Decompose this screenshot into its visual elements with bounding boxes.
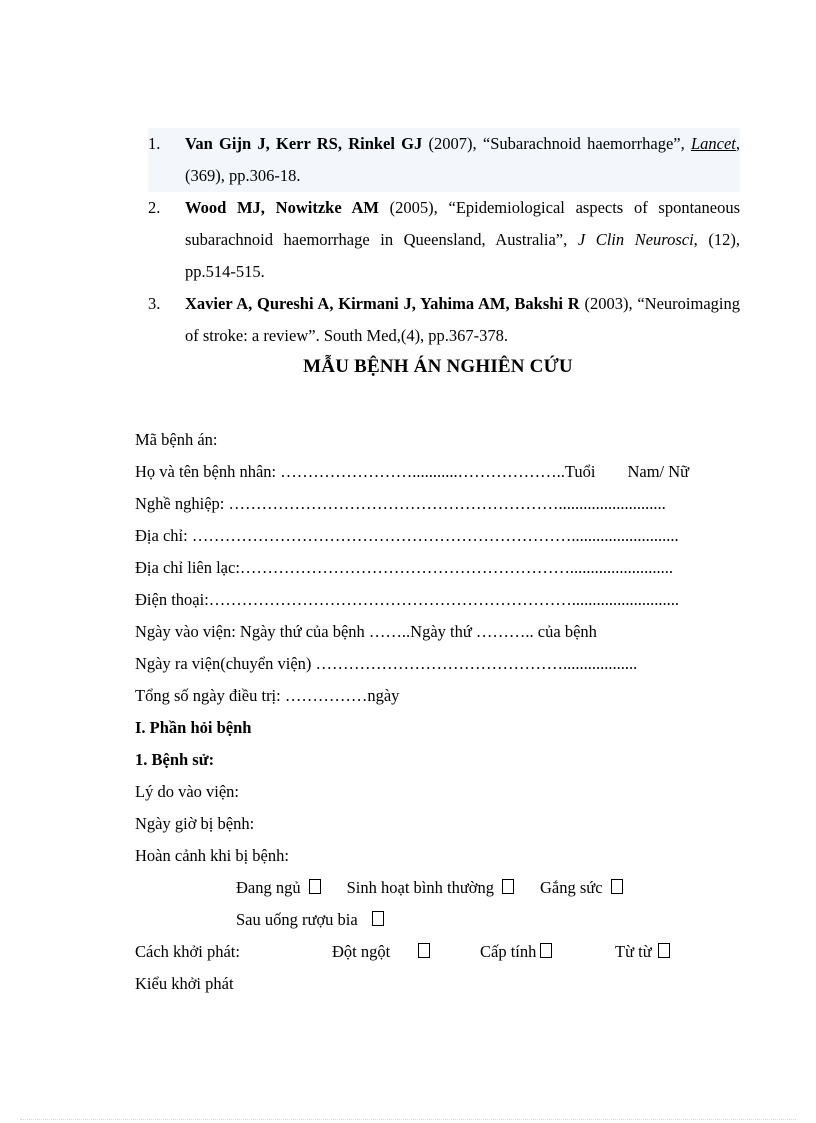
option-dang-ngu	[236, 872, 321, 904]
option-label: Sinh hoạt bình thường	[346, 878, 495, 897]
option-label: Đột ngột	[332, 942, 391, 961]
reference-journal: Lancet	[690, 134, 736, 153]
cach-khoi-phat-label: Cách khởi phát:	[135, 942, 240, 961]
field-dia-chi: Địa chỉ: ……………………………………………………………..........................	[135, 526, 679, 545]
hoan-canh-options-2	[135, 904, 755, 936]
option-label: Từ từ	[615, 942, 652, 961]
field-dien-thoai: Điện thoại:…………………………………………………………..........................	[135, 590, 680, 609]
checkbox[interactable]	[372, 911, 384, 926]
subsection-heading: 1. Bệnh sử:	[135, 750, 215, 769]
reference-authors: Xavier A, Qureshi A, Kirmani J, Yahima AM, Bakshi R	[185, 294, 580, 313]
field-ho-ten	[135, 456, 755, 488]
reference-number: 1.	[148, 134, 161, 153]
field-hoan-canh: Hoàn cảnh khi bị bệnh:	[135, 846, 289, 865]
checkbox[interactable]	[611, 879, 623, 894]
field-ma-benh-an: Mã bệnh án:	[135, 430, 218, 449]
reference-authors: Wood MJ, Nowitzke AM	[185, 198, 379, 217]
field-cach-khoi-phat	[135, 936, 755, 968]
section-heading: I. Phần hỏi bệnh	[135, 718, 252, 737]
field-tong-so-ngay: Tổng số ngày điều trị: ……………ngày	[135, 686, 400, 705]
reference-list	[148, 128, 740, 352]
option-label: Gắng sức	[540, 878, 603, 897]
reference-title: (2003), “Neuroimaging of stroke: a review”. South Med,(4), pp.367-378.	[185, 294, 740, 345]
reference-title: (2007), “Subarachnoid haemorrhage”,	[422, 134, 691, 153]
reference-authors: Van Gijn J, Kerr RS, Rinkel GJ	[185, 134, 423, 153]
option-label: Sau uống rượu bia	[236, 910, 358, 929]
field-ly-do: Lý do vào viện:	[135, 782, 240, 801]
checkbox[interactable]	[418, 943, 430, 958]
field-gioi-tinh-label: Nam/ Nữ	[627, 462, 690, 481]
field-ngay-gio: Ngày giờ bị bệnh:	[135, 814, 255, 833]
hoan-canh-options	[135, 872, 755, 904]
medical-record-form	[135, 424, 755, 1000]
reference-item	[148, 288, 740, 352]
field-ngay-vao-vien: Ngày vào viện: Ngày thứ của bệnh ……..Ngày thứ ……….. của bệnh	[135, 622, 597, 641]
option-sau-uong-ruou	[236, 904, 384, 936]
reference-item	[148, 192, 740, 288]
page-bottom-divider	[20, 1119, 796, 1120]
reference-number: 2.	[148, 198, 161, 217]
reference-journal: J Clin Neurosci	[577, 230, 694, 249]
field-ho-ten-label: Họ và tên bệnh nhân: ……………………...........………………..Tuổi	[135, 462, 596, 481]
reference-number: 3.	[148, 294, 161, 313]
form-title: MẪU BỆNH ÁN NGHIÊN CỨU	[303, 356, 573, 377]
field-nghe-nghiep: Nghề nghiệp: ……………………………………………………..........................	[135, 494, 666, 513]
checkbox[interactable]	[502, 879, 514, 894]
option-tu-tu	[615, 936, 670, 968]
option-dot-ngot	[332, 936, 480, 968]
option-cap-tinh	[480, 936, 615, 968]
checkbox[interactable]	[540, 943, 552, 958]
option-label: Cấp tính	[480, 942, 537, 961]
option-sinh-hoat	[347, 872, 514, 904]
checkbox[interactable]	[658, 943, 670, 958]
reference-details: , (12), pp.514-515.	[185, 230, 740, 281]
reference-title: (2005), “Epidemiological aspects of spontaneous subarachnoid haemorrhage in Queensland, Australia”,	[185, 198, 740, 249]
option-label: Đang ngủ	[236, 878, 301, 897]
reference-item	[148, 128, 740, 192]
checkbox[interactable]	[309, 879, 321, 894]
field-dia-chi-lien-lac: Địa chỉ liên lạc:…………………………………………………….........................	[135, 558, 674, 577]
field-kieu-khoi-phat: Kiểu khởi phát	[135, 974, 234, 993]
option-gang-suc	[540, 872, 623, 904]
reference-details: , (369), pp.306-18.	[185, 134, 740, 185]
field-ngay-ra-vien: Ngày ra viện(chuyển viện) ………………………………………..................	[135, 654, 638, 673]
